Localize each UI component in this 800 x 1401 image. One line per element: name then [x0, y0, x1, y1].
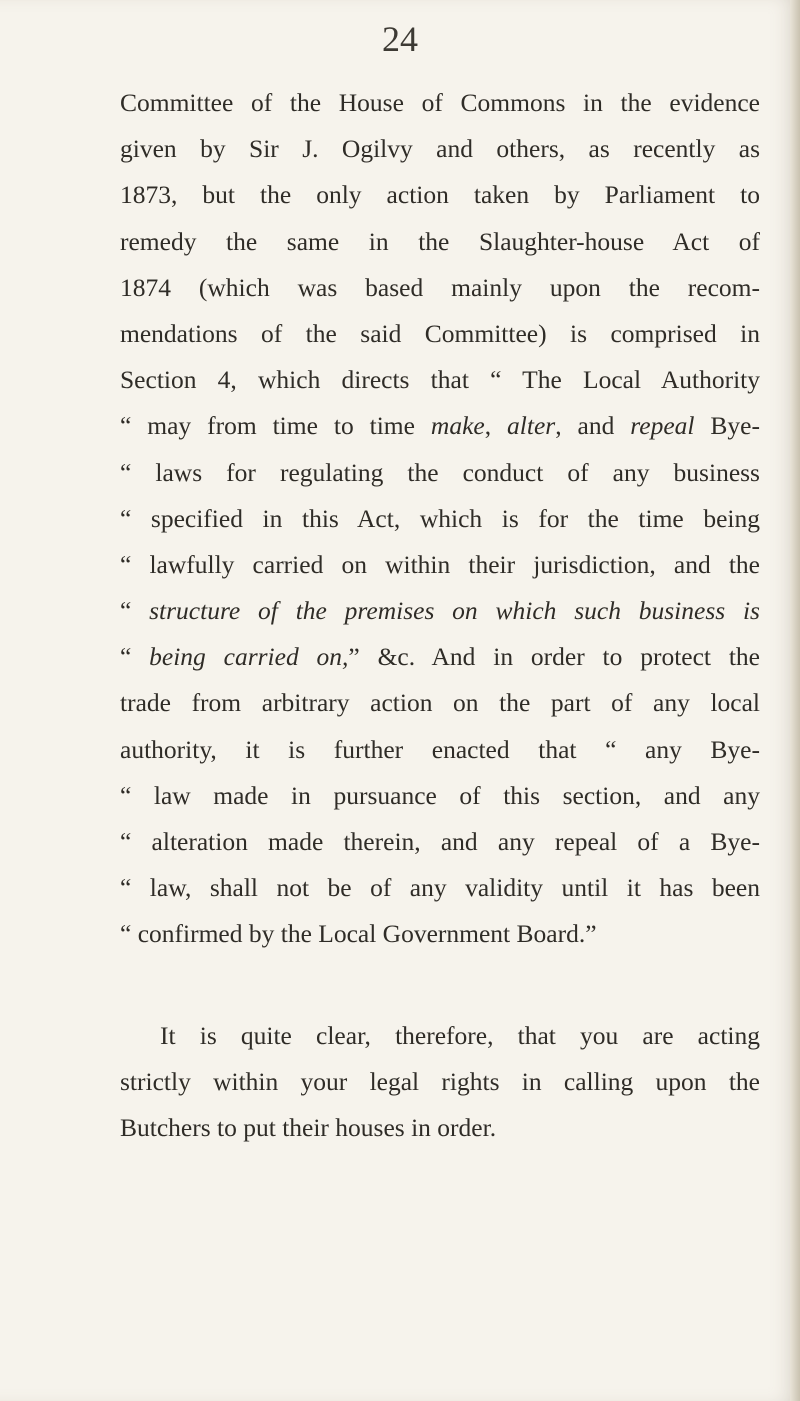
text-run: “ specified in this Act, which is for the time being — [120, 503, 760, 533]
text-run: trade from arbitrary action on the part of any local — [120, 688, 760, 718]
text-run: Committee of the House of Commons in the evidence — [120, 88, 760, 117]
text-run: “ lawfully carried on within their jurisdiction, and the — [120, 549, 760, 579]
italic-text: being carried on, — [149, 642, 349, 672]
text-run: Bye- — [694, 411, 760, 441]
text-line — [120, 865, 760, 911]
body-text — [120, 80, 760, 1151]
text-line — [120, 727, 760, 773]
text-run: authority, it is further enacted that “ any Bye- — [120, 734, 760, 764]
italic-text: structure of the premises on which such business is — [149, 596, 760, 626]
page-number: 24 — [382, 19, 418, 59]
text-run: Section 4, which directs that “ The Local Authority — [120, 365, 760, 395]
text-line — [120, 680, 760, 726]
text-line — [120, 496, 760, 542]
text-line — [120, 265, 760, 311]
italic-text: repeal — [630, 411, 695, 441]
text-line — [120, 311, 760, 357]
text-run: It is quite clear, therefore, that you are acting — [160, 1020, 760, 1050]
text-line — [120, 819, 760, 865]
text-line — [120, 542, 760, 588]
text-line — [120, 1105, 760, 1151]
text-run: “ alteration made therein, and any repeal of a Bye- — [120, 827, 760, 856]
text-run: “ law, shall not be of any validity until it has been — [120, 873, 760, 903]
text-line — [120, 172, 760, 218]
text-run: ” &c. And in order to protect the — [348, 642, 760, 672]
text-run: “ — [120, 596, 150, 626]
text-run: 1873, but the only action taken by Parliament to — [120, 180, 760, 210]
text-line — [120, 588, 760, 634]
text-run: “ — [120, 642, 150, 672]
text-line — [120, 403, 760, 449]
page-edge-shadow — [790, 0, 800, 1401]
text-run: given by Sir J. Ogilvy and others, as recently as — [120, 134, 760, 164]
text-line — [120, 773, 760, 819]
text-run: strictly within your legal rights in calling upon the — [120, 1066, 760, 1096]
text-line — [120, 1013, 760, 1059]
text-line — [120, 219, 760, 265]
text-run: remedy the same in the Slaughter-house Act of — [120, 226, 760, 256]
text-run: “ confirmed by the Local Government Board.” — [120, 919, 597, 949]
text-line — [120, 911, 760, 957]
paragraph-gap — [120, 958, 760, 1013]
text-run: Butchers to put their houses in order. — [120, 1112, 497, 1142]
text-line — [120, 450, 760, 496]
italic-text: make — [430, 411, 485, 441]
text-run: mendations of the said Committee) is comprised in — [120, 318, 760, 348]
text-line — [120, 126, 760, 172]
text-run: , and — [555, 411, 631, 441]
text-run: “ law made in pursuance of this section, and any — [120, 780, 760, 810]
text-run: , — [484, 411, 508, 441]
text-line — [120, 357, 760, 403]
paragraph-2 — [120, 1013, 760, 1152]
text-run: “ laws for regulating the conduct of any business — [120, 457, 760, 487]
text-line — [120, 634, 760, 680]
text-line — [120, 80, 760, 126]
italic-text: alter — [507, 411, 556, 441]
text-line — [120, 1059, 760, 1105]
text-run: “ may from time to time — [120, 411, 431, 441]
text-run: 1874 (which was based mainly upon the recom- — [120, 272, 760, 302]
paragraph-1 — [120, 80, 760, 958]
